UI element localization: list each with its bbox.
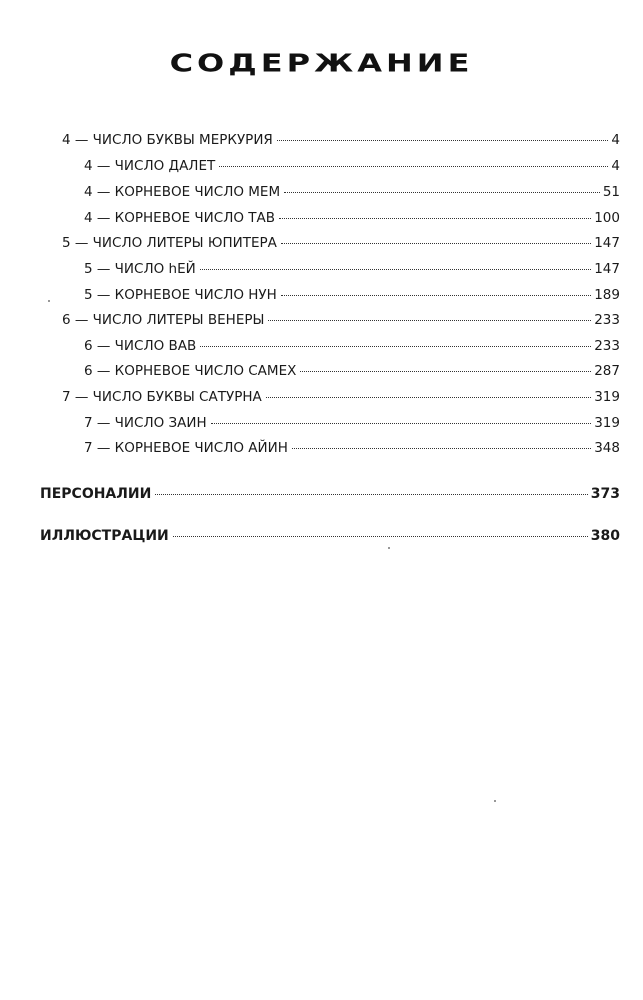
toc-entry[interactable]: [84, 260, 620, 278]
toc-entry[interactable]: [84, 362, 620, 380]
toc-entry[interactable]: [62, 388, 620, 406]
dot-leader: [277, 140, 609, 141]
toc-entry[interactable]: [84, 209, 620, 227]
scan-speck: [388, 547, 390, 549]
toc-section-label: ИЛЛЮСТРАЦИИ: [40, 528, 169, 544]
toc-entry[interactable]: [62, 131, 620, 149]
toc-entry-page: 348: [594, 440, 620, 456]
dot-leader: [266, 397, 592, 398]
toc-section-page: 380: [590, 528, 620, 544]
scan-speck: [494, 800, 496, 802]
toc-entry-label: 6 — КОРНЕВОЕ ЧИСЛО САМЕХ: [84, 363, 297, 379]
toc-entry[interactable]: [84, 337, 620, 355]
toc-entry-label: 4 — ЧИСЛО БУКВЫ МЕРКУРИЯ: [62, 132, 273, 148]
page-title: СОДЕРЖАНИЕ: [169, 48, 474, 78]
dot-leader: [211, 423, 592, 424]
toc-entry-page: 287: [594, 363, 620, 379]
toc-entry-label: 5 — ЧИСЛО hЕЙ: [84, 261, 196, 277]
toc-entry[interactable]: [84, 439, 620, 457]
scan-speck: [48, 300, 50, 302]
toc-entry-page: 319: [594, 389, 620, 405]
toc-entry-page: 147: [594, 261, 620, 277]
toc-entry-page: 189: [594, 287, 620, 303]
toc-entry-page: 100: [594, 210, 620, 226]
dot-leader: [281, 295, 591, 296]
dot-leader: [284, 192, 600, 193]
toc-entry-label: 7 — КОРНЕВОЕ ЧИСЛО АЙИН: [84, 440, 288, 456]
toc-entry-label: 7 — ЧИСЛО БУКВЫ САТУРНА: [62, 389, 262, 405]
dot-leader: [300, 371, 591, 372]
toc-entry-page: 51: [602, 184, 620, 200]
toc-section[interactable]: [40, 485, 620, 503]
dot-leader: [281, 243, 591, 244]
dot-leader: [268, 320, 591, 321]
toc-entry-label: 4 — КОРНЕВОЕ ЧИСЛО МЕМ: [84, 184, 281, 200]
toc-entry-label: 6 — ЧИСЛО ЛИТЕРЫ ВЕНЕРЫ: [62, 312, 265, 328]
dot-leader: [292, 448, 591, 449]
toc-entry-page: 233: [594, 338, 620, 354]
toc-entry-label: 6 — ЧИСЛО ВАВ: [84, 338, 197, 354]
toc-entry[interactable]: [62, 234, 620, 252]
toc-entry[interactable]: [84, 414, 620, 432]
toc-entry-label: 7 — ЧИСЛО ЗАИН: [84, 415, 207, 431]
toc-entry[interactable]: [84, 157, 620, 175]
dot-leader: [200, 346, 591, 347]
toc-entry-page: 233: [594, 312, 620, 328]
toc-entry-label: 5 — ЧИСЛО ЛИТЕРЫ ЮПИТЕРА: [62, 235, 277, 251]
toc-entry[interactable]: [84, 286, 620, 304]
toc-entry-page: 4: [611, 158, 620, 174]
toc-entry-label: 4 — КОРНЕВОЕ ЧИСЛО ТАВ: [84, 210, 276, 226]
toc-entry-label: 4 — ЧИСЛО ДАЛЕТ: [84, 158, 216, 174]
toc-entry-page: 4: [611, 132, 620, 148]
dot-leader: [173, 536, 588, 537]
toc-entry-page: 147: [594, 235, 620, 251]
dot-leader: [219, 166, 608, 167]
dot-leader: [155, 494, 587, 495]
toc-entry[interactable]: [62, 311, 620, 329]
toc-entry[interactable]: [84, 183, 620, 201]
toc-section-page: 373: [590, 486, 620, 502]
toc-entry-page: 319: [594, 415, 620, 431]
dot-leader: [200, 269, 592, 270]
toc-section[interactable]: [40, 527, 620, 545]
dot-leader: [279, 218, 591, 219]
toc-section-label: ПЕРСОНАЛИИ: [40, 486, 152, 502]
toc-entry-label: 5 — КОРНЕВОЕ ЧИСЛО НУН: [84, 287, 277, 303]
